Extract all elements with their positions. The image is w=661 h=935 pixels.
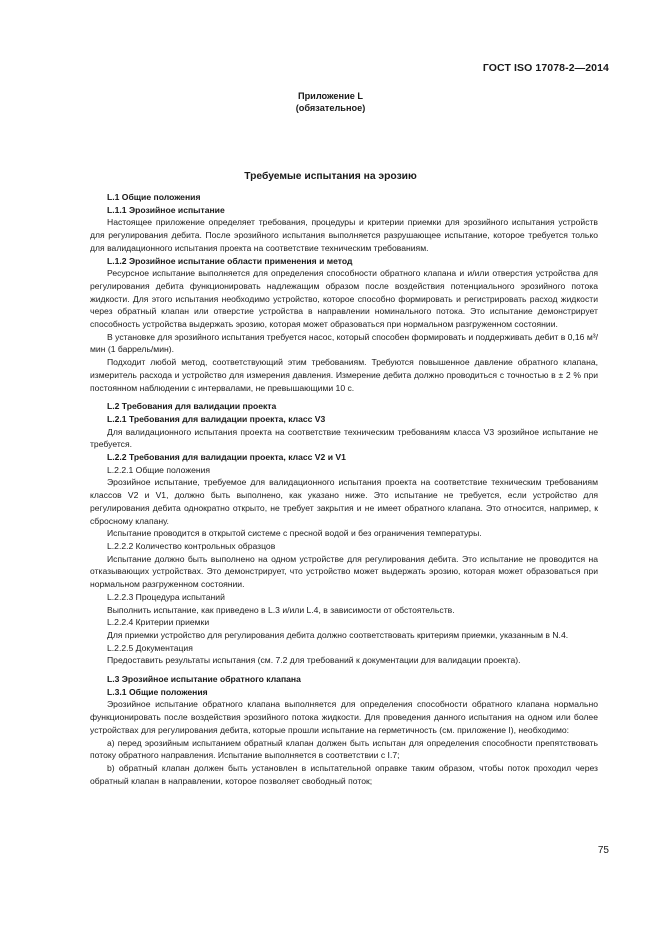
paragraph: Испытание должно быть выполнено на одном устройстве для регулирования дебита. Это испытание не проводится на отказывающих устройствах. Это демонстрирует, что устройство может выдержать эрозию, которая может образоваться при нормальном разгруженном состоянии. <box>90 553 598 590</box>
paragraph: Подходит любой метод, соответствующий этим требованиям. Требуются повышенное давление обратного клапана, измеритель расхода и устройство для измерения давления. Измерение дебита должно проводиться с точностью в ± 2 % при постоянном наблюдении с интервалами, не превышающими 10 с. <box>90 357 598 393</box>
annex-status: (обязательное) <box>295 103 366 113</box>
section-heading: L.1 Общие положения <box>107 192 201 202</box>
paragraph: Эрозийное испытание обратного клапана выполняется для определения способности обратного клапана нормально функционировать после воздействия эрозийного потока жидкости. Для проведения данного испытания на одном или более устройствах для регулирования дебита, которые прошли испытание на герметичность (см. приложение I), необходимо: <box>90 699 598 735</box>
paragraph: Для приемки устройство для регулирования дебита должно соответствовать критериям приемки, указанным в N.4. <box>107 629 569 640</box>
section-heading: L.3 Эрозийное испытание обратного клапана <box>107 674 301 685</box>
subsection-heading: L.1.2 Эрозийное испытание области применения и метод <box>107 255 353 266</box>
paragraph: Предоставить результаты испытания (см. 7.2 для требований к документации для валидации проекта). <box>107 655 521 666</box>
subsection-heading: L.1.1 Эрозийное испытание <box>107 204 225 215</box>
clause-heading: L.2.2.3 Процедура испытаний <box>107 591 225 602</box>
paragraph: Для валидационного испытания проекта на соответствие техническим требованиям класса V3 эрозийное испытание не требуется. <box>90 426 598 450</box>
subsection-heading: L.2.2 Требования для валидации проекта, класс V2 и V1 <box>107 452 346 463</box>
clause-heading: L.2.2.2 Количество контрольных образцов <box>107 540 276 551</box>
clause-heading: L.2.2.1 Общие положения <box>107 464 211 475</box>
paragraph: Эрозийное испытание, требуемое для валидационного испытания проекта на соответствие техническим требованиям классов V2 и V1, должно быть выполнено, как указано ниже. Это испытание не требуется, если устройство для регулирования дебита однократно открыто, не требует закрытия и не имеет обратного клапана. Это относится, например, к сбросному клапану. <box>90 477 598 526</box>
document-body <box>90 191 598 787</box>
list-item: b) обратный клапан должен быть установлен в испытательной оправке таким образом, чтобы поток проходил через обратный клапан в направлении, которое позволяет свободный поток; <box>90 762 598 786</box>
clause-heading: L.2.2.4 Критерии приемки <box>107 617 210 628</box>
paragraph: Ресурсное испытание выполняется для определения способности обратного клапана и и/или отверстия устройства для регулирования дебита функционировать надлежащим образом после воздействия потенциального эрозийного потока жидкости. Для этого испытания необходимо устройство, которое способно формировать и регистрировать расход жидкости через обратный клапан или отверстие устройства в направлении номинального потока. Это испытание демонстрирует способность устройства выдержать эрозию, которая может образоваться при нормальном разгруженном состоянии. <box>90 268 598 330</box>
annex-name: Приложение L <box>297 91 364 101</box>
section-heading: L.2 Требования для валидации проекта <box>107 401 277 412</box>
clause-heading: L.2.2.5 Документация <box>107 642 193 653</box>
page-number: 75 <box>597 845 609 856</box>
paragraph: Настоящее приложение определяет требования, процедуры и критерии приемки для эрозийного испытания устройств для регулирования дебита. После эрозийного испытания выполняется разрушающее испытание, которое требуется только для валидационного испытания проекта на соответствие техническим требованиям. <box>90 217 598 253</box>
paragraph: В установке для эрозийного испытания требуется насос, который способен формировать и поддерживать дебит в 0,16 м³/мин (1 баррель/мин). <box>90 331 598 355</box>
standard-code: ГОСТ ISO 17078-2—2014 <box>482 62 609 74</box>
paragraph: Испытание проводится в открытой системе с пресной водой и без ограничения температуры. <box>107 528 482 539</box>
subsection-heading: L.3.1 Общие положения <box>107 686 208 697</box>
subsection-heading: L.2.1 Требования для валидации проекта, класс V3 <box>107 413 326 424</box>
paragraph: Выполнить испытание, как приведено в L.3 и/или L.4, в зависимости от обстоятельств. <box>107 604 455 615</box>
page-title: Требуемые испытания на эрозию <box>244 171 417 182</box>
list-item: a) перед эрозийным испытанием обратный клапан должен быть испытан для определения способности препятствовать потоку обратного направления. Испытание выполняется в соответствии с I.7; <box>90 737 598 761</box>
